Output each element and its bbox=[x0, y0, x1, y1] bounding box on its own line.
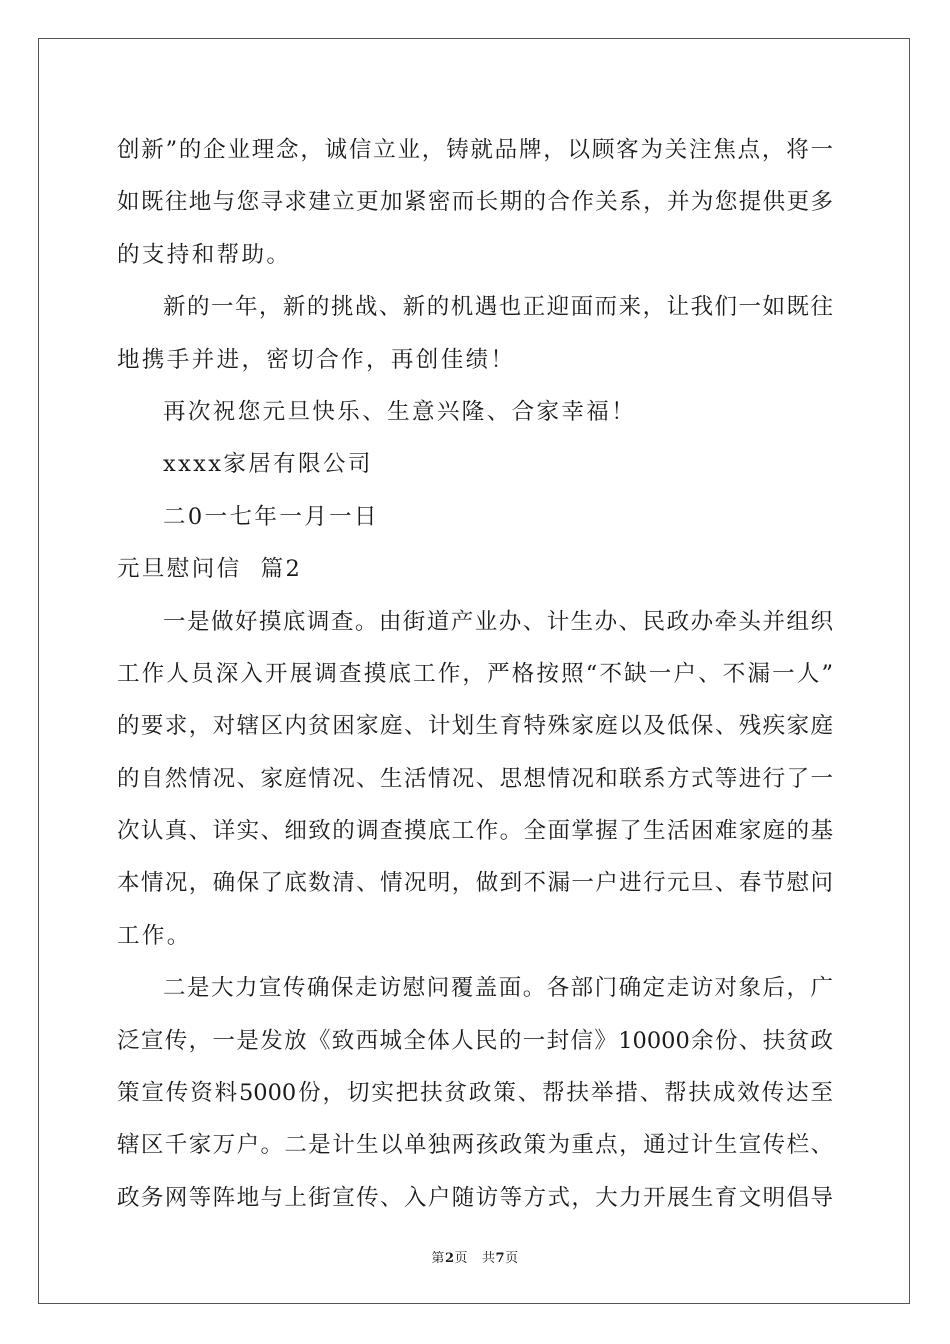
footer-page-word: 页 bbox=[454, 1251, 468, 1266]
total-page-number: 7 bbox=[495, 1251, 506, 1266]
paragraph-line: 泛宣传，一是发放《致西城全体人民的一封信》10000余份、扶贫政 bbox=[117, 1027, 833, 1054]
paragraph-line: 创新”的企业理念，诚信立业，铸就品牌，以顾客为关注焦点，将一 bbox=[117, 137, 833, 163]
paragraph-line: 如既往地与您寻求建立更加紧密而长期的合作关系，并为您提供更多 bbox=[117, 189, 833, 216]
page-footer bbox=[0, 1247, 950, 1266]
document-body bbox=[117, 124, 833, 1224]
signature-date: 二0一七年一月一日 bbox=[163, 503, 379, 530]
footer-total-prefix: 共 bbox=[482, 1251, 496, 1266]
paragraph-line: 辖区千家万户。二是计生以单独两孩政策为重点，通过计生宣传栏、 bbox=[117, 1132, 833, 1159]
footer-prefix: 第 bbox=[431, 1251, 445, 1266]
paragraph-line: 工作。 bbox=[117, 922, 192, 949]
paragraph-line: 策宣传资料5000份，切实把扶贫政策、帮扶举措、帮扶成效传达至 bbox=[117, 1080, 833, 1107]
paragraph-line: 二是大力宣传确保走访慰问覆盖面。各部门确定走访对象后，广 bbox=[163, 975, 833, 1002]
paragraph-line: 政务网等阵地与上街宣传、入户随访等方式，大力开展生育文明倡导 bbox=[117, 1184, 833, 1211]
paragraph-line: 本情况，确保了底数清、情况明，做到不漏一户进行元旦、春节慰问 bbox=[117, 870, 833, 897]
paragraph-line: 新的一年，新的挑战、新的机遇也正迎面而来，让我们一如既往 bbox=[163, 294, 833, 321]
paragraph-line: 的要求，对辖区内贫困家庭、计划生育特殊家庭以及低保、残疾家庭 bbox=[117, 713, 833, 740]
paragraph-line: 一是做好摸底调查。由街道产业办、计生办、民政办牵头并组织 bbox=[163, 608, 833, 635]
company-signature: xxxx家居有限公司 bbox=[163, 451, 373, 478]
paragraph-line: 地携手并进，密切合作，再创佳绩！ bbox=[117, 346, 516, 373]
paragraph-line: 的自然情况、家庭情况、生活情况、思想情况和联系方式等进行了一 bbox=[117, 765, 833, 792]
paragraph-line: 工作人员深入开展调查摸底工作，严格按照“不缺一户、不漏一人” bbox=[117, 660, 833, 687]
paragraph-line: 次认真、详实、细致的调查摸底工作。全面掌握了生活困难家庭的基 bbox=[117, 818, 833, 845]
current-page-number: 2 bbox=[444, 1251, 455, 1266]
footer-total-suffix: 页 bbox=[505, 1251, 519, 1266]
section-heading: 元旦慰问信 篇2 bbox=[117, 556, 303, 583]
paragraph-line: 的支持和帮助。 bbox=[117, 241, 292, 268]
greeting-line: 再次祝您元旦快乐、生意兴隆、合家幸福！ bbox=[163, 398, 637, 425]
